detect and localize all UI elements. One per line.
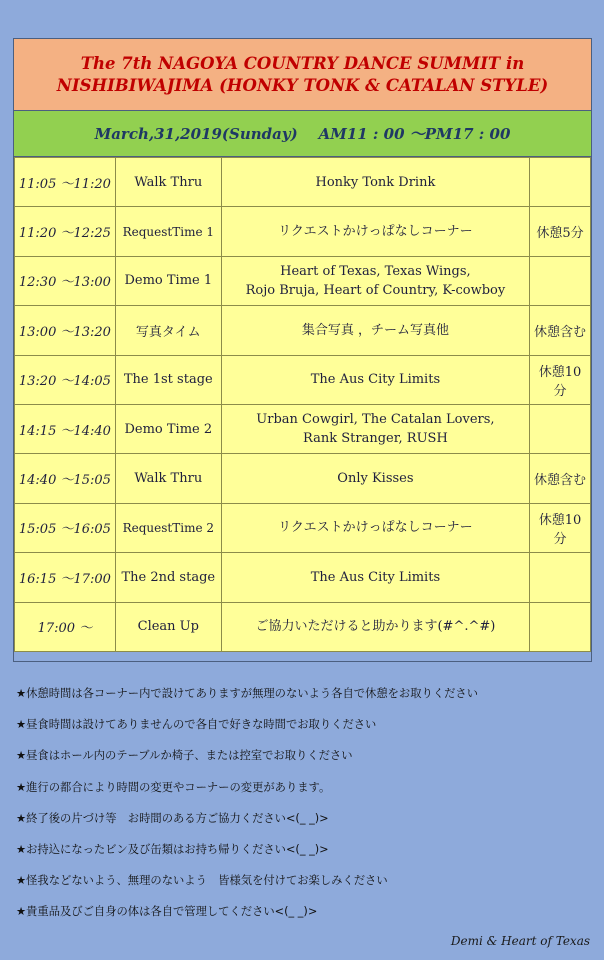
schedule-content bbox=[221, 207, 529, 256]
schedule-content bbox=[221, 553, 529, 602]
schedule-content-line: Urban Cowgirl, The Catalan Lovers, bbox=[256, 412, 495, 428]
schedule-corner: 写真タイム bbox=[115, 306, 221, 355]
schedule-time: 15:05 ～16:05 bbox=[15, 503, 116, 552]
schedule-corner: Walk Thru bbox=[115, 158, 221, 207]
schedule-note bbox=[530, 602, 591, 651]
schedule-content bbox=[221, 256, 529, 305]
event-title-line-1: The 7th NAGOYA COUNTRY DANCE SUMMIT in bbox=[80, 53, 525, 73]
schedule-note bbox=[530, 553, 591, 602]
schedule-content-line: The Aus City Limits bbox=[310, 569, 441, 585]
event-title bbox=[14, 39, 591, 111]
schedule-corner: Demo Time 1 bbox=[115, 256, 221, 305]
event-date-bar bbox=[14, 111, 591, 157]
schedule-content bbox=[221, 602, 529, 651]
schedule-content-line: ご協力いただけると助かります(#^.^#) bbox=[255, 619, 496, 635]
schedule-row bbox=[15, 404, 591, 453]
signature: Demi & Heart of Texas bbox=[450, 934, 590, 948]
schedule-row bbox=[15, 503, 591, 552]
schedule-row bbox=[15, 207, 591, 256]
schedule-row bbox=[15, 355, 591, 404]
schedule-corner: Demo Time 2 bbox=[115, 404, 221, 453]
schedule-corner: The 2nd stage bbox=[115, 553, 221, 602]
schedule-row bbox=[15, 602, 591, 651]
schedule-corner: RequestTime 2 bbox=[115, 503, 221, 552]
schedule-content-line: リクエストかけっぱなしコーナー bbox=[278, 224, 473, 240]
event-title-line-2: NISHIBIWAJIMA (HONKY TONK & CATALAN STYLE) bbox=[56, 75, 549, 95]
schedule-time: 16:15 ～17:00 bbox=[15, 553, 116, 602]
schedule-content bbox=[221, 355, 529, 404]
schedule-time: 13:00 ～13:20 bbox=[15, 306, 116, 355]
schedule-note: 休憩10分 bbox=[530, 503, 591, 552]
schedule-content bbox=[221, 404, 529, 453]
schedule-content bbox=[221, 158, 529, 207]
schedule-note: 休憩含む bbox=[530, 306, 591, 355]
note-item: ★貴重品及びご自身の体は各自で管理してください<(_ _)> bbox=[16, 905, 318, 919]
schedule-corner: RequestTime 1 bbox=[115, 207, 221, 256]
schedule-note bbox=[530, 158, 591, 207]
note-item: ★お持込になったビン及び缶類はお持ち帰りください<(_ _)> bbox=[16, 842, 329, 856]
schedule-time: 12:30 ～13:00 bbox=[15, 256, 116, 305]
schedule-note: 休憩5分 bbox=[530, 207, 591, 256]
schedule-content-line: The Aus City Limits bbox=[310, 372, 441, 388]
schedule-row bbox=[15, 158, 591, 207]
schedule-time: 14:40 ～15:05 bbox=[15, 454, 116, 503]
schedule-content-line: リクエストかけっぱなしコーナー bbox=[278, 520, 473, 536]
notes-list bbox=[16, 684, 596, 934]
schedule-note: 休憩含む bbox=[530, 454, 591, 503]
schedule-row bbox=[15, 256, 591, 305]
schedule-table bbox=[14, 157, 591, 652]
schedule-content bbox=[221, 503, 529, 552]
schedule-row bbox=[15, 454, 591, 503]
note-item: ★終了後の片づけ等 お時間のある方ご協力ください<(_ _)> bbox=[16, 811, 329, 825]
schedule-content-line: Honky Tonk Drink bbox=[315, 174, 436, 190]
schedule-corner: The 1st stage bbox=[115, 355, 221, 404]
schedule-corner: Walk Thru bbox=[115, 454, 221, 503]
schedule-note bbox=[530, 256, 591, 305]
schedule-content-line: Rank Stranger, RUSH bbox=[303, 431, 448, 447]
schedule-content bbox=[221, 306, 529, 355]
schedule-content bbox=[221, 454, 529, 503]
note-item: ★進行の都合により時間の変更やコーナーの変更があります。 bbox=[16, 780, 331, 794]
schedule-note: 休憩10分 bbox=[530, 355, 591, 404]
schedule-content-line: 集合写真 ，チーム写真他 bbox=[301, 322, 449, 338]
schedule-time: 14:15 ～14:40 bbox=[15, 404, 116, 453]
note-item: ★昼食はホール内のテーブルか椅子、または控室でお取りください bbox=[16, 749, 353, 763]
schedule-corner: Clean Up bbox=[115, 602, 221, 651]
schedule-time: 13:20 ～14:05 bbox=[15, 355, 116, 404]
event-date-time: March,31,2019(Sunday) AM11 : 00 ～PM17 : 00 bbox=[94, 125, 511, 143]
schedule-content-line: Heart of Texas, Texas Wings, bbox=[280, 263, 471, 279]
schedule-time: 17:00 ～ bbox=[15, 602, 116, 651]
schedule-time: 11:05 ～11:20 bbox=[15, 158, 116, 207]
schedule-row bbox=[15, 306, 591, 355]
note-item: ★怪我などないよう、無理のないよう 皆様気を付けてお楽しみください bbox=[16, 874, 388, 888]
note-item: ★休憩時間は各コーナー内で設けてありますが無理のないよう各自で休憩をお取りください bbox=[16, 687, 479, 700]
schedule-content-line: Only Kisses bbox=[337, 471, 414, 487]
note-item: ★昼食時間は設けてありませんので各自で好きな時間でお取りください bbox=[16, 718, 377, 732]
schedule-row bbox=[15, 553, 591, 602]
schedule-note bbox=[530, 404, 591, 453]
schedule-content-line: Rojo Bruja, Heart of Country, K-cowboy bbox=[245, 282, 506, 298]
schedule-time: 11:20 ～12:25 bbox=[15, 207, 116, 256]
